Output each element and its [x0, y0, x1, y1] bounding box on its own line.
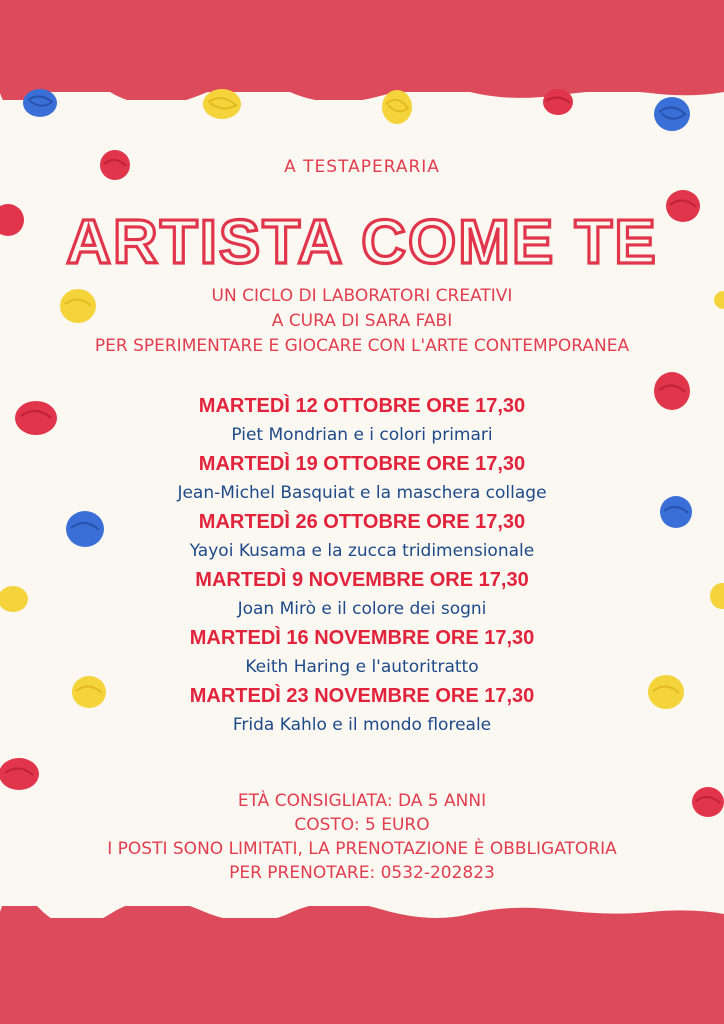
schedule-topic: Jean-Michel Basquiat e la maschera collage — [177, 483, 547, 503]
poster-title: ARTISTA COME TE — [66, 208, 658, 277]
blue-dot-decoration — [20, 86, 60, 120]
schedule-list — [0, 392, 724, 740]
bottom-brush-band — [0, 918, 724, 1024]
red-dot-decoration — [0, 202, 26, 238]
top-brush-band — [0, 0, 724, 92]
yellow-dot-decoration — [380, 88, 414, 126]
booking-notice: I POSTI SONO LIMITATI, LA PRENOTAZIONE È OBBLIGATORIA — [107, 839, 617, 859]
schedule-item — [0, 450, 724, 508]
schedule-item — [0, 624, 724, 682]
schedule-item — [0, 566, 724, 624]
schedule-topic: Frida Kahlo e il mondo floreale — [232, 715, 492, 735]
schedule-item — [0, 508, 724, 566]
cost: COSTO: 5 EURO — [294, 815, 430, 835]
blue-dot-decoration — [652, 94, 692, 134]
subtitle-line: UN CICLO DI LABORATORI CREATIVI — [211, 286, 513, 306]
schedule-date: MARTEDÌ 12 OTTOBRE ORE 17,30 — [198, 395, 526, 417]
subtitle-block — [0, 284, 724, 359]
schedule-date: MARTEDÌ 16 NOVEMBRE ORE 17,30 — [189, 627, 535, 649]
schedule-topic: Joan Mirò e il colore dei sogni — [237, 599, 487, 619]
poster-title-wrapper — [52, 200, 672, 280]
subtitle-line: A CURA DI SARA FABI — [271, 311, 453, 331]
schedule-item — [0, 392, 724, 450]
venue-name: A TESTAPERARIA — [284, 157, 440, 177]
top-band-edge — [0, 86, 724, 100]
recommended-age: ETÀ CONSIGLIATA: DA 5 ANNI — [237, 791, 487, 811]
schedule-item — [0, 682, 724, 740]
schedule-date: MARTEDÌ 26 OTTOBRE ORE 17,30 — [198, 511, 526, 533]
subtitle-line: PER SPERIMENTARE E GIOCARE CON L'ARTE CONTEMPORANEA — [94, 336, 630, 356]
yellow-dot-decoration — [200, 86, 244, 122]
red-dot-decoration — [540, 86, 576, 118]
schedule-date: MARTEDÌ 9 NOVEMBRE ORE 17,30 — [195, 569, 529, 591]
schedule-topic: Piet Mondrian e i colori primari — [231, 425, 493, 445]
booking-phone: PER PRENOTARE: 0532-202823 — [229, 863, 495, 883]
schedule-topic: Yayoi Kusama e la zucca tridimensionale — [189, 541, 535, 561]
info-block — [0, 789, 724, 885]
schedule-topic: Keith Haring e l'autoritratto — [245, 657, 479, 677]
schedule-date: MARTEDÌ 23 NOVEMBRE ORE 17,30 — [189, 685, 535, 707]
schedule-date: MARTEDÌ 19 OTTOBRE ORE 17,30 — [198, 453, 526, 475]
poster-title-svg — [52, 200, 672, 280]
red-dot-decoration — [0, 756, 42, 792]
